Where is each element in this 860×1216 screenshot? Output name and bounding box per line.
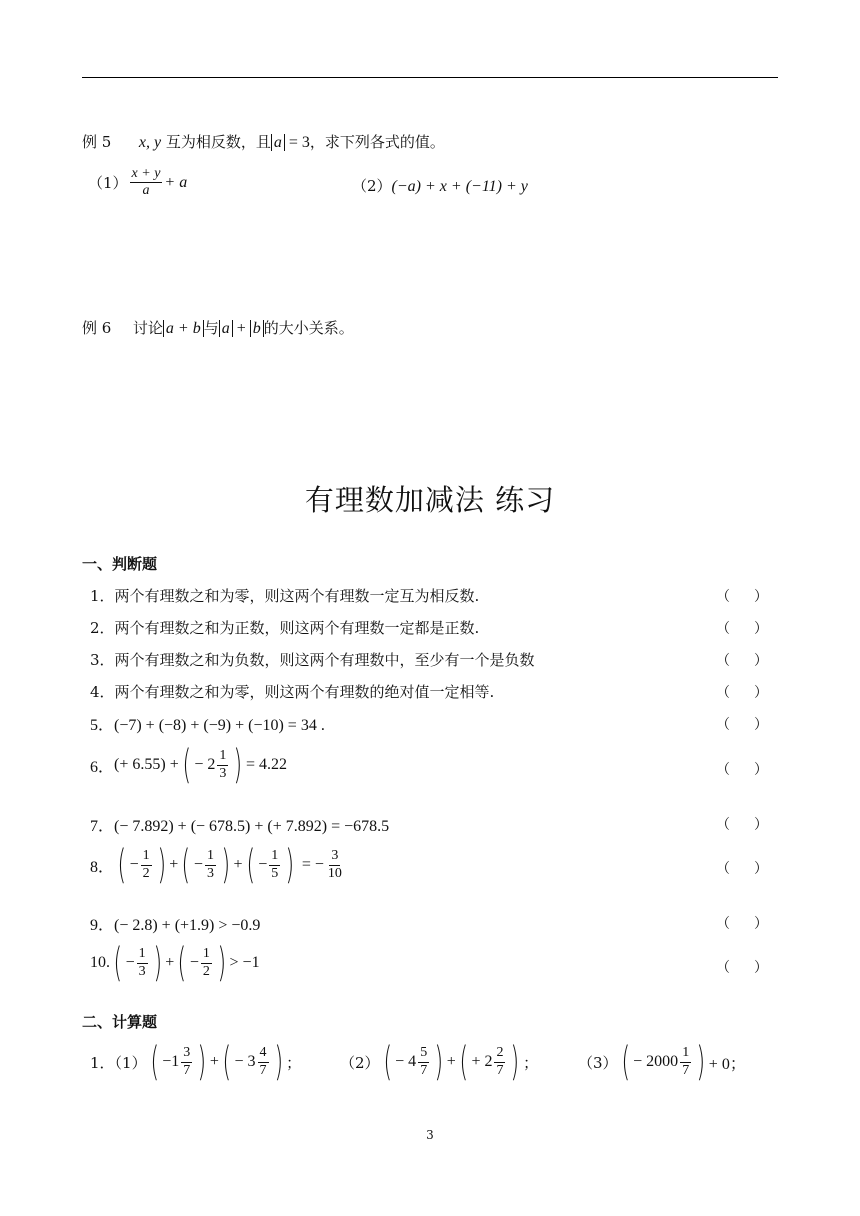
answer-paren-2: （ ） [716, 621, 768, 637]
example5-part1-fraction [130, 166, 163, 199]
question-6-term1: (+ 6.55) + [114, 756, 179, 773]
example6-plus: + [232, 320, 250, 337]
example5-part2-expr: (−a) + x + (−11) + y [391, 178, 528, 195]
question-6 [90, 742, 287, 788]
question-6-mixed: − 2 $\frac{1}{3}$ [194, 748, 227, 781]
calc-1-part3: （3） ( − 2000 $\frac{1}{7}$ ) + 0； [578, 1039, 746, 1085]
answer-paren-1: （ ） [716, 589, 768, 605]
question-9: 9．(− 2.8) + (+1.9) > −0.9 [90, 917, 261, 934]
example5-part1-tail: + a [164, 173, 188, 191]
example5-part1-label: （1） [88, 174, 128, 193]
question-3: 3．两个有理数之和为负数，则这两个有理数中，至少有一个是负数 [90, 651, 535, 669]
example5-text2: ，求下列各式的值。 [309, 133, 445, 151]
example6-line [82, 317, 354, 338]
fraction-denominator: a [142, 183, 150, 199]
section2-heading: 二、计算题 [82, 1013, 158, 1031]
header-rule [82, 77, 778, 78]
answer-paren-5: （ ） [716, 717, 768, 733]
example6-text3: 的大小关系。 [263, 319, 354, 337]
right-paren-glyph: ) [233, 742, 243, 788]
question-10: 10. ( − $\frac{1}{3}$ ) + ( − $\frac{1}{2}$ ) > −1 [90, 940, 260, 986]
calc-1-part2: （2） ( − 4 $\frac{5}{7}$ ) + ( + 2 $\frac{2}{7}$ ) ； [340, 1039, 539, 1085]
example5-part1 [88, 166, 187, 199]
answer-paren-8: （ ） [716, 861, 768, 877]
page-number: 3 [426, 1128, 434, 1142]
answer-paren-4: （ ） [716, 685, 768, 701]
question-8: 8． ( − $\frac{1}{2}$ ) + ( − $\frac{1}{3}$ ) + ( − $\frac{1}{5}$ ) = − $\frac{3}{10}$ [90, 842, 342, 888]
calc-1-part1: 1．（1） ( −1 $\frac{3}{7}$ ) + ( − 3 $\frac{4}{7}$ ) ； [90, 1039, 302, 1085]
question-6-label: 6． [90, 758, 115, 776]
answer-paren-3: （ ） [716, 653, 768, 669]
question-8-label: 8． [90, 858, 115, 876]
example5-part2 [352, 175, 528, 196]
example6-label: 例 6 [82, 319, 112, 337]
question-2: 2．两个有理数之和为正数，则这两个有理数一定都是正数. [90, 619, 480, 637]
answer-paren-10: （ ） [716, 960, 768, 976]
answer-paren-6: （ ） [716, 762, 768, 778]
example5-label: 例 5 [82, 133, 112, 151]
example6-abs-sum: a + b [163, 320, 204, 337]
example5-part2-label: （2） [352, 177, 392, 195]
example6-abs-a: a [219, 320, 233, 337]
example5-abs-a: a [271, 134, 285, 151]
example5-vars: x, y [138, 134, 162, 151]
page-title: 有理数加减法 练习 [304, 483, 556, 517]
example5-line [82, 131, 445, 152]
question-10-label: 10. [90, 954, 110, 971]
question-4: 4．两个有理数之和为零，则这两个有理数的绝对值一定相等. [90, 683, 495, 701]
example6-text2: 与 [203, 319, 219, 337]
answer-paren-7: （ ） [716, 817, 768, 833]
left-paren-glyph: ( [182, 742, 191, 788]
question-5: 5．(−7) + (−8) + (−9) + (−10) = 34 . [90, 717, 325, 734]
fraction-numerator: x + y [130, 166, 163, 183]
question-6-tail: = 4.22 [245, 756, 287, 773]
example5-eq: = 3 [284, 134, 310, 151]
example6-text1: 讨论 [132, 319, 163, 337]
question-7: 7．(− 7.892) + (− 678.5) + (+ 7.892) = −678.5 [90, 818, 390, 835]
question-1: 1．两个有理数之和为零，则这两个有理数一定互为相反数. [90, 587, 480, 605]
answer-paren-9: （ ） [716, 916, 768, 932]
example5-text1: 互为相反数，且 [161, 133, 271, 151]
section1-heading: 一、判断题 [82, 555, 158, 573]
example6-abs-b: b [250, 320, 264, 337]
